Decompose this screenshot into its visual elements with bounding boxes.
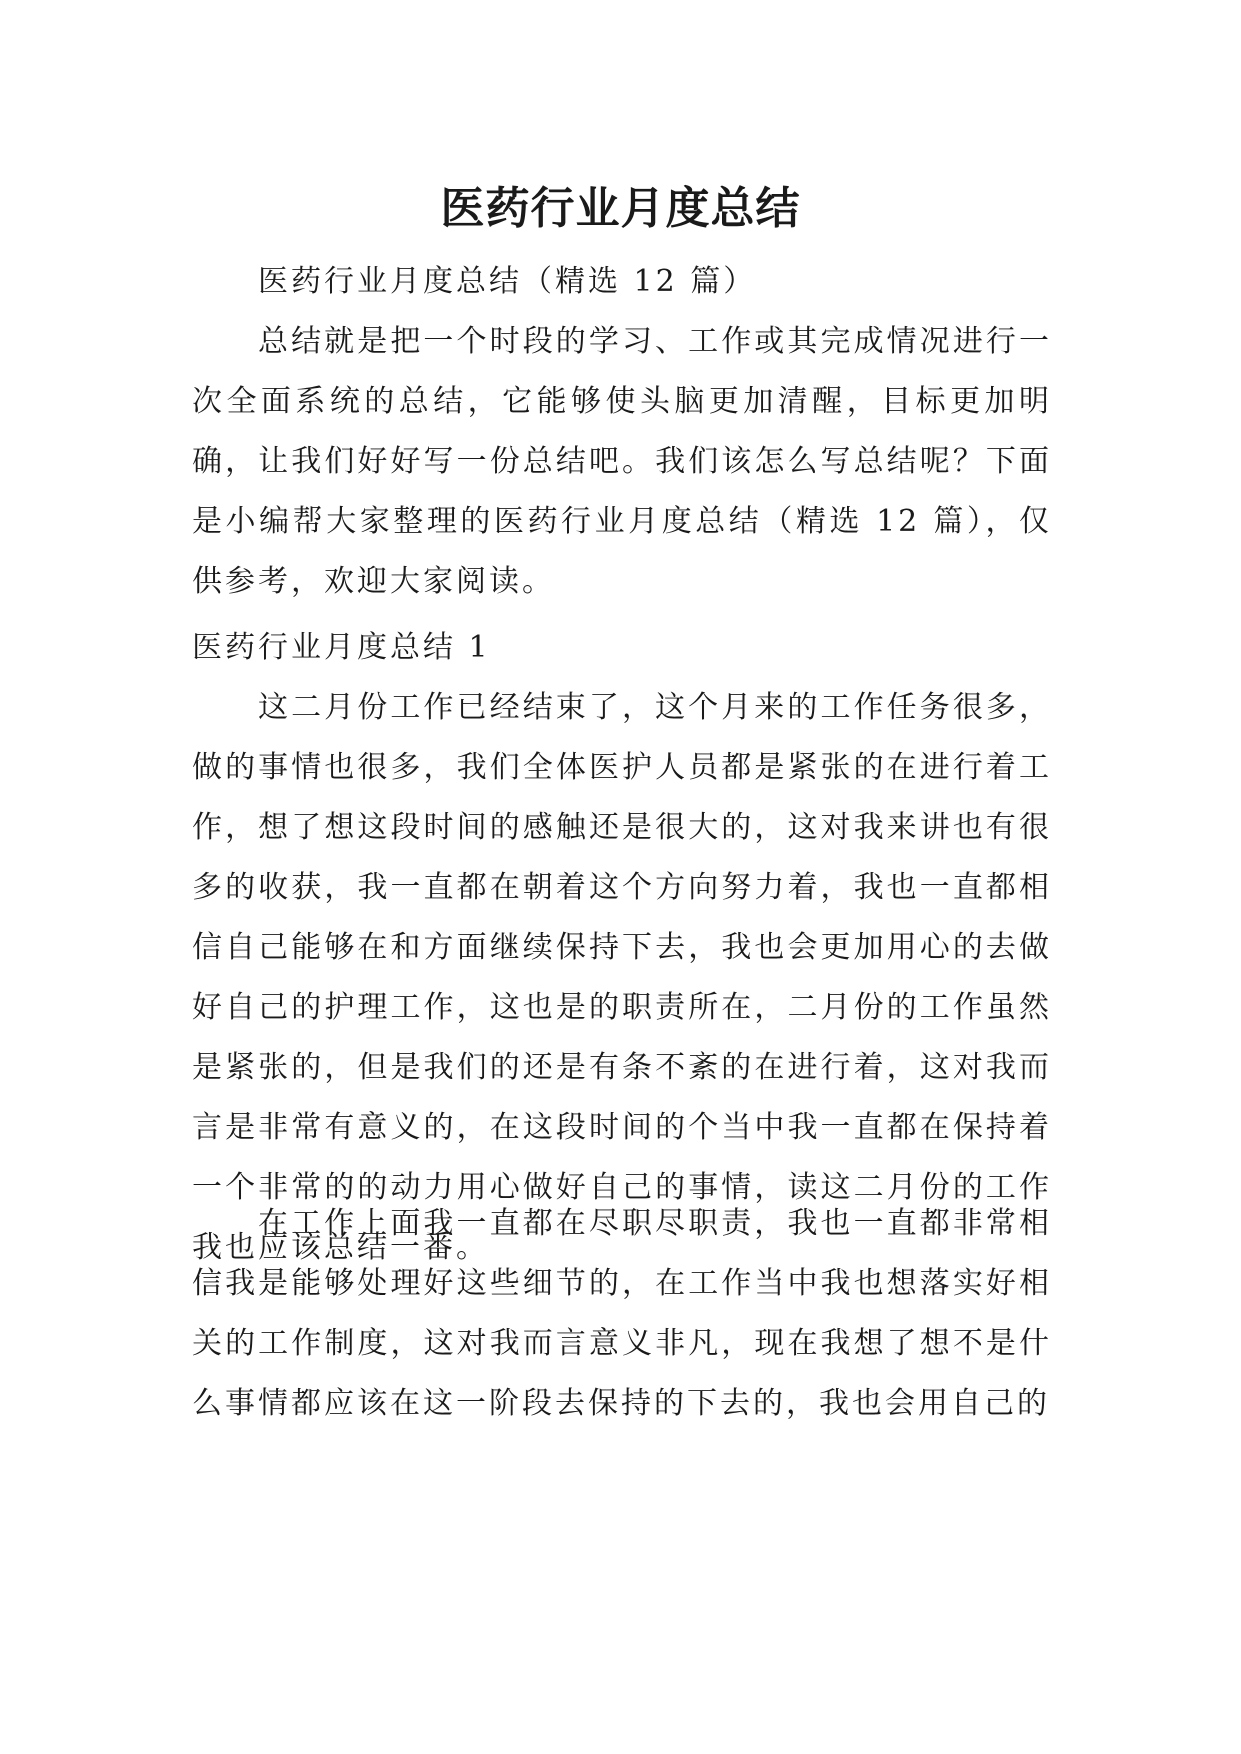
section-paragraph-1: 这二月份工作已经结束了，这个月来的工作任务很多，做的事情也很多，我们全体医护人员都是紧张的在进行着工作，想了想这段时间的感触还是很大的，这对我来讲也有很多的收获，我一直都在朝着这个方向努力着，我也一直都相信自己能够在和方面继续保持下去，我也会更加用心的去做好自己的护理工作，这也是的职责所在，二月份的工作虽然是紧张的，但是我们的还是有条不紊的在进行着，这对我而言是非常有意义的，在这段时间的个当中我一直都在保持着一个非常的的动力用心做好自己的事情，读这二月份的工作我也应该总结一番。 (192, 690, 1052, 1265)
document-title: 医药行业月度总结 (440, 183, 801, 235)
section-paragraph-2: 在工作上面我一直都在尽职尽职责，我也一直都非常相信我是能够处理好这些细节的，在工作当中我也想落实好相关的工作制度，这对我而言意义非凡，现在我想了想不是什么事情都应该在这一阶段去保持的下去的，我也会用自己的 (192, 1206, 1052, 1421)
section-heading: 医药行业月度总结 1 (192, 630, 491, 665)
document-subtitle: 医药行业月度总结（精选 12 篇） (258, 264, 757, 299)
intro-paragraph: 总结就是把一个时段的学习、工作或其完成情况进行一次全面系统的总结，它能够使头脑更加清醒，目标更加明确，让我们好好写一份总结吧。我们该怎么写总结呢？下面是小编帮大家整理的医药行业月度总结（精选 12 篇），仅供参考，欢迎大家阅读。 (192, 324, 1052, 599)
